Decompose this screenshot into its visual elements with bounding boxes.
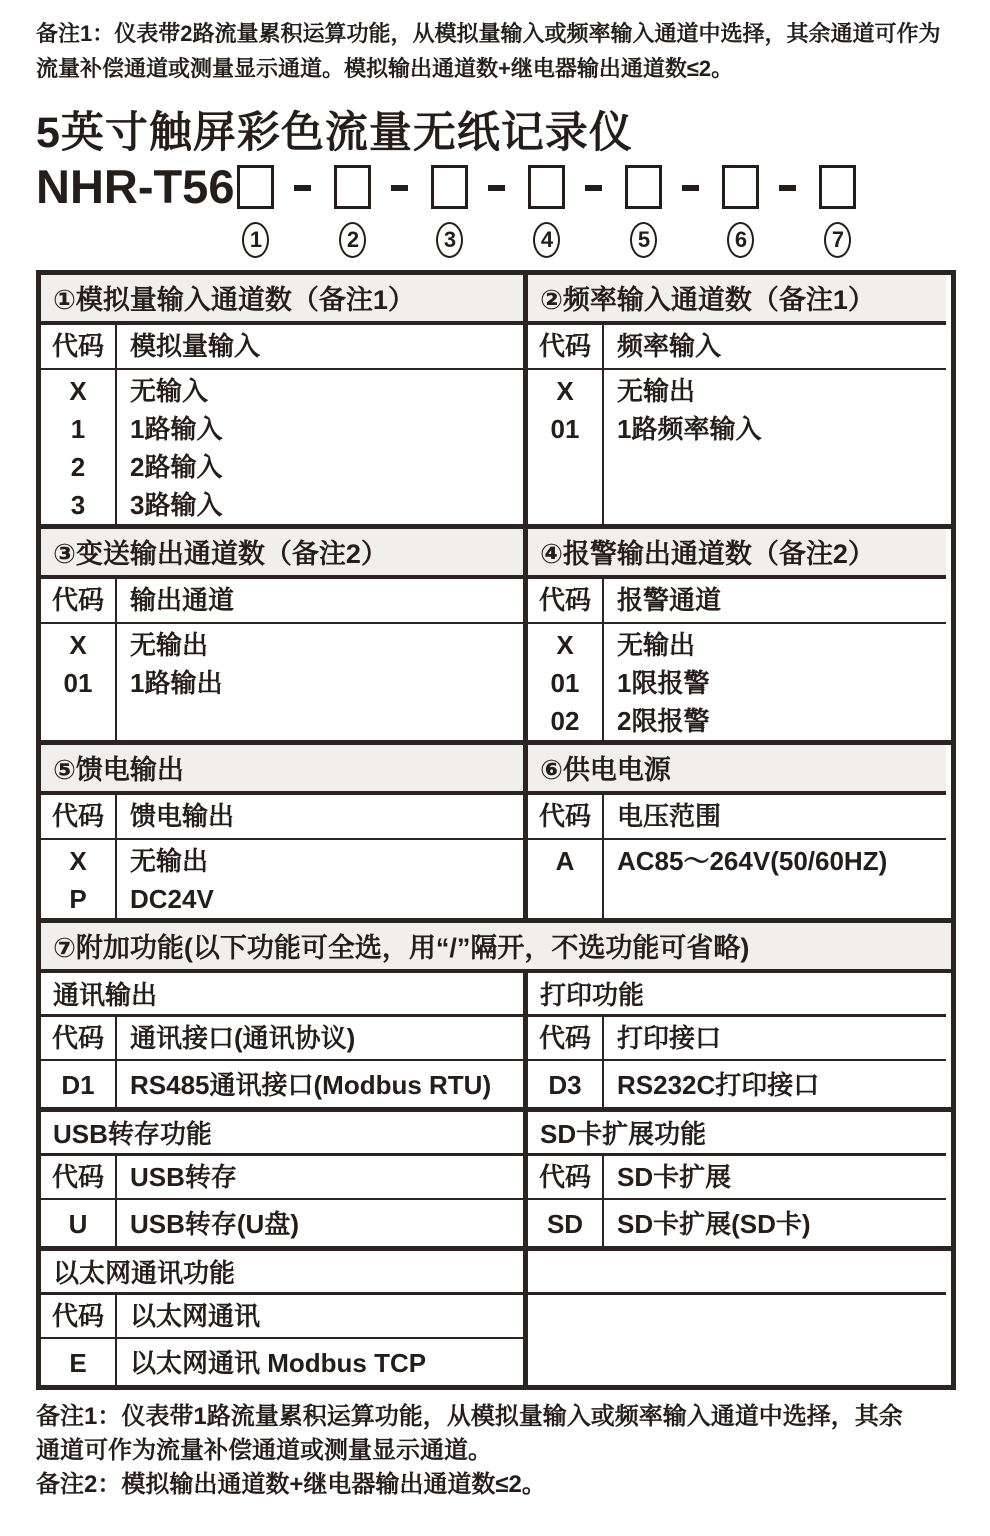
- position-marker-1: 1: [242, 222, 269, 258]
- option-code: A: [555, 846, 575, 876]
- column-header-row: [41, 795, 523, 840]
- subsection-title: SD卡扩展功能: [528, 1112, 946, 1156]
- subsection-title: 通讯输出: [41, 973, 523, 1017]
- section-alarm-output: [523, 529, 946, 740]
- position-marker-7: 7: [824, 222, 851, 258]
- option-code: E: [69, 1348, 87, 1378]
- option-label: 无输出: [617, 630, 696, 660]
- column-header-row: [528, 325, 946, 370]
- code-column-header: 代码: [41, 579, 117, 622]
- column-header: 模拟量输入: [130, 331, 261, 361]
- column-header-row: [528, 1156, 946, 1200]
- section-additional-functions-title: ⑦附加功能(以下功能可全选，用“/”隔开，不选功能可省略): [41, 923, 951, 973]
- model-code-slot-3: [431, 162, 468, 258]
- option-label: 2限报警: [617, 706, 710, 736]
- code-column: [41, 1339, 117, 1385]
- code-column-header: 代码: [41, 1295, 117, 1337]
- code-column: [41, 1061, 117, 1107]
- model-code-slot-6: [722, 162, 759, 258]
- top-note-line1: 备注1：仪表带2路流量累积运算功能，从模拟量输入或频率输入通道中选择，其余通道可作为: [36, 21, 941, 46]
- page-title: 5英寸触屏彩色流量无纸记录仪: [36, 109, 633, 157]
- spec-table: [36, 270, 956, 1390]
- column-header-row: [41, 579, 523, 624]
- bottom-note-1-line2: 通道可作为流量补偿通道或测量显示通道。: [36, 1437, 492, 1464]
- option-label: 1路输入: [130, 414, 223, 444]
- option-code: 01: [550, 668, 580, 698]
- code-column-header: 代码: [41, 795, 117, 838]
- option-list: [528, 840, 946, 918]
- section-pair-3: [41, 745, 951, 923]
- code-column-header: 代码: [528, 1017, 604, 1059]
- code-box: [237, 165, 274, 209]
- subsection-title: 以太网通讯功能: [41, 1251, 523, 1295]
- option-code: U: [68, 1209, 88, 1239]
- option-list: [41, 1061, 523, 1107]
- column-header-row: [528, 579, 946, 624]
- section-frequency-input: [523, 275, 946, 524]
- option-label: DC24V: [130, 884, 214, 914]
- option-code: X: [556, 630, 574, 660]
- code-column: [41, 840, 117, 918]
- option-label: 1路输出: [130, 668, 223, 698]
- option-label: 无输入: [130, 376, 209, 406]
- column-header: 电压范围: [617, 801, 722, 831]
- code-column: [528, 624, 604, 740]
- option-code: SD: [546, 1209, 584, 1239]
- bottom-notes: [36, 1400, 948, 1502]
- subsection-title: 打印功能: [528, 973, 946, 1017]
- bottom-note-1-line1: 备注1：仪表带1路流量累积运算功能，从模拟量输入或频率输入通道中选择，其余: [36, 1403, 903, 1430]
- code-column-header: 代码: [528, 795, 604, 838]
- subsection-sd-card: [523, 1112, 946, 1246]
- model-code-slot-2: [334, 162, 371, 258]
- label-column: [604, 370, 946, 524]
- option-list: [41, 624, 523, 740]
- dash-separator: [682, 185, 699, 191]
- bottom-note-2: 备注2：模拟输出通道数+继电器输出通道数≤2。: [36, 1471, 546, 1498]
- option-label: 1限报警: [617, 668, 710, 698]
- subsection-ethernet: [41, 1251, 523, 1385]
- subsection-pair-3: [41, 1251, 951, 1385]
- column-header-row: [41, 1156, 523, 1200]
- option-label: 1路频率输入: [617, 414, 762, 444]
- option-list: [528, 370, 946, 524]
- section-title: ⑥供电电源: [528, 745, 946, 795]
- section-power-supply: [523, 745, 946, 918]
- empty-cell: [528, 1295, 946, 1385]
- code-column-header: 代码: [41, 325, 117, 368]
- option-code: 1: [70, 414, 86, 444]
- section-feed-output: [41, 745, 523, 918]
- model-code-prefix: NHR-T56: [36, 160, 235, 213]
- code-column: [41, 370, 117, 524]
- option-label: 无输出: [617, 376, 696, 406]
- subsection-communication: [41, 973, 523, 1107]
- label-column: [604, 624, 946, 740]
- top-note: [36, 16, 948, 86]
- subsection-pair-2: [41, 1112, 951, 1251]
- option-code: P: [69, 884, 87, 914]
- label-column: [117, 370, 523, 524]
- dash-separator: [779, 185, 796, 191]
- option-code: X: [69, 376, 87, 406]
- dash-separator: [294, 185, 311, 191]
- section-transmit-output: [41, 529, 523, 740]
- column-header: SD卡扩展: [617, 1162, 732, 1192]
- code-column-header: 代码: [41, 1156, 117, 1198]
- option-label: 2路输入: [130, 452, 223, 482]
- position-marker-6: 6: [727, 222, 754, 258]
- code-column: [41, 1200, 117, 1246]
- option-label: AC85～264V(50/60HZ): [617, 846, 888, 876]
- option-label: 无输出: [130, 630, 209, 660]
- section-pair-1: [41, 275, 951, 529]
- option-label: SD卡扩展(SD卡): [617, 1209, 811, 1239]
- code-column: [528, 1061, 604, 1107]
- position-marker-4: 4: [533, 222, 560, 258]
- code-box: [431, 165, 468, 209]
- column-header: USB转存: [130, 1162, 237, 1192]
- position-marker-2: 2: [339, 222, 366, 258]
- code-column: [528, 1200, 604, 1246]
- section-title: ②频率输入通道数（备注1）: [528, 275, 946, 325]
- empty-cell: [528, 1251, 946, 1295]
- section-pair-2: [41, 529, 951, 745]
- column-header: 输出通道: [130, 585, 235, 615]
- label-column: [604, 1061, 946, 1107]
- model-code-slot-4: [528, 162, 565, 258]
- position-marker-3: 3: [436, 222, 463, 258]
- code-column: [528, 840, 604, 918]
- code-box: [334, 165, 371, 209]
- option-label: 以太网通讯 Modbus TCP: [130, 1348, 427, 1378]
- option-code: X: [69, 630, 87, 660]
- option-code: 01: [550, 414, 580, 444]
- label-column: [117, 1061, 523, 1107]
- option-label: RS232C打印接口: [617, 1070, 820, 1100]
- top-note-line2: 流量补偿通道或测量显示通道。模拟输出通道数+继电器输出通道数≤2。: [36, 56, 734, 81]
- subsection-empty: [523, 1251, 946, 1385]
- label-column: [117, 1339, 523, 1385]
- label-column: [117, 840, 523, 918]
- column-header: 以太网通讯: [130, 1301, 261, 1331]
- code-column-header: 代码: [528, 1156, 604, 1198]
- column-header: 通讯接口(通讯协议): [130, 1023, 356, 1053]
- section-title: ④报警输出通道数（备注2）: [528, 529, 946, 579]
- column-header: 馈电输出: [130, 801, 235, 831]
- column-header-row: [41, 325, 523, 370]
- section-analog-input: [41, 275, 523, 524]
- label-column: [604, 1200, 946, 1246]
- code-column: [528, 370, 604, 524]
- code-box: [819, 165, 856, 209]
- option-list: [528, 1200, 946, 1246]
- code-column-header: 代码: [528, 579, 604, 622]
- subsection-pair-1: [41, 973, 951, 1112]
- option-list: [41, 1339, 523, 1385]
- column-header: 报警通道: [617, 585, 722, 615]
- code-column-header: 代码: [528, 325, 604, 368]
- section-title: ①模拟量输入通道数（备注1）: [41, 275, 523, 325]
- option-code: D1: [61, 1070, 95, 1100]
- option-code: X: [556, 376, 574, 406]
- option-label: RS485通讯接口(Modbus RTU): [130, 1070, 492, 1100]
- option-label: 无输出: [130, 846, 209, 876]
- option-code: X: [69, 846, 87, 876]
- column-header-row: [41, 1017, 523, 1061]
- column-header: 打印接口: [617, 1023, 722, 1053]
- position-marker-5: 5: [630, 222, 657, 258]
- code-box: [722, 165, 759, 209]
- code-box: [528, 165, 565, 209]
- section-title: ⑤馈电输出: [41, 745, 523, 795]
- option-code: 01: [63, 668, 93, 698]
- subsection-print: [523, 973, 946, 1107]
- label-column: [117, 624, 523, 740]
- model-code-slot-7: [819, 162, 856, 258]
- dash-separator: [585, 185, 602, 191]
- subsection-usb: [41, 1112, 523, 1246]
- option-code: 02: [550, 706, 580, 736]
- option-list: [528, 1061, 946, 1107]
- column-header-row: [528, 795, 946, 840]
- column-header-row: [41, 1295, 523, 1339]
- model-code-line: [36, 162, 955, 258]
- dash-separator: [391, 185, 408, 191]
- option-code: 3: [70, 490, 86, 520]
- option-list: [41, 370, 523, 524]
- option-list: [41, 840, 523, 918]
- label-column: [604, 840, 946, 918]
- option-code: 2: [70, 452, 86, 482]
- option-label: USB转存(U盘): [130, 1209, 299, 1239]
- section-title: ③变送输出通道数（备注2）: [41, 529, 523, 579]
- model-code-slot-5: [625, 162, 662, 258]
- label-column: [117, 1200, 523, 1246]
- column-header-row: [528, 1017, 946, 1061]
- subsection-title: USB转存功能: [41, 1112, 523, 1156]
- option-list: [41, 1200, 523, 1246]
- option-code: D3: [548, 1070, 582, 1100]
- option-label: 3路输入: [130, 490, 223, 520]
- column-header: 频率输入: [617, 331, 722, 361]
- code-column-header: 代码: [41, 1017, 117, 1059]
- code-box: [625, 165, 662, 209]
- dash-separator: [488, 185, 505, 191]
- code-column: [41, 624, 117, 740]
- model-code-slot-1: [237, 162, 274, 258]
- option-list: [528, 624, 946, 740]
